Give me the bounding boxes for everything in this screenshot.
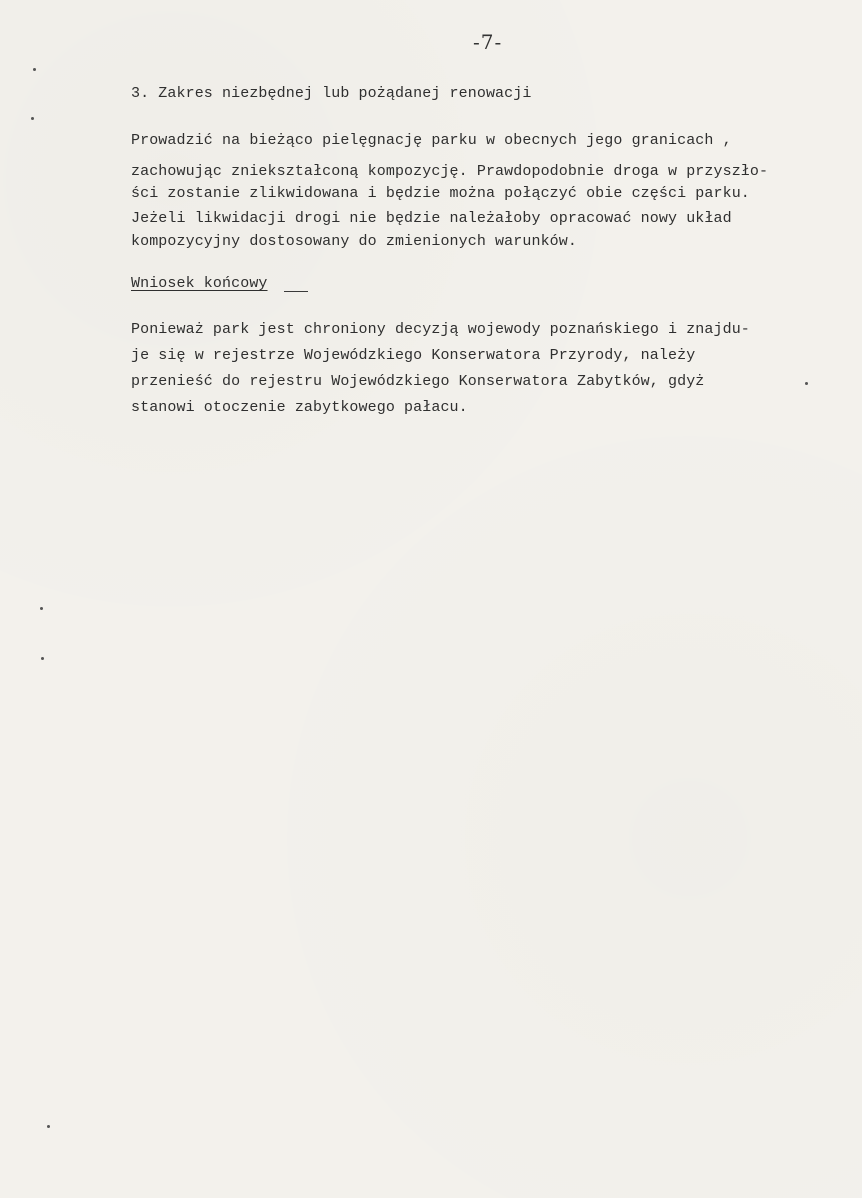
section-paragraph-line: zachowując zniekształconą kompozycję. Prawdopodobnie droga w przyszło- [131, 163, 769, 180]
conclusion-heading: Wniosek końcowy [131, 275, 268, 292]
section-paragraph-line: kompozycyjny dostosowany do zmienionych warunków. [131, 233, 577, 250]
margin-mark [47, 1125, 50, 1128]
conclusion-paragraph-line: przenieść do rejestru Wojewódzkiego Konserwatora Zabytków, gdyż [131, 373, 705, 390]
margin-mark [33, 68, 36, 71]
section-paragraph-line: Jeżeli likwidacji drogi nie będzie należałoby opracować nowy układ [131, 210, 732, 227]
margin-mark [40, 607, 43, 610]
heading-underline [284, 291, 308, 292]
conclusion-paragraph-line: stanowi otoczenie zabytkowego pałacu. [131, 399, 468, 416]
conclusion-paragraph-line: Ponieważ park jest chroniony decyzją wojewody poznańskiego i znajdu- [131, 321, 750, 338]
page-number: -7- [473, 30, 503, 54]
conclusion-paragraph-line: je się w rejestrze Wojewódzkiego Konserwatora Przyrody, należy [131, 347, 696, 364]
margin-mark [41, 657, 44, 660]
margin-mark [31, 117, 34, 120]
section-paragraph-line: Prowadzić na bieżąco pielęgnację parku w obecnych jego granicach , [131, 132, 732, 149]
margin-mark [805, 382, 808, 385]
section-paragraph-line: ści zostanie zlikwidowana i będzie można połączyć obie części parku. [131, 185, 750, 202]
section-heading: 3. Zakres niezbędnej lub pożądanej renowacji [131, 85, 532, 102]
